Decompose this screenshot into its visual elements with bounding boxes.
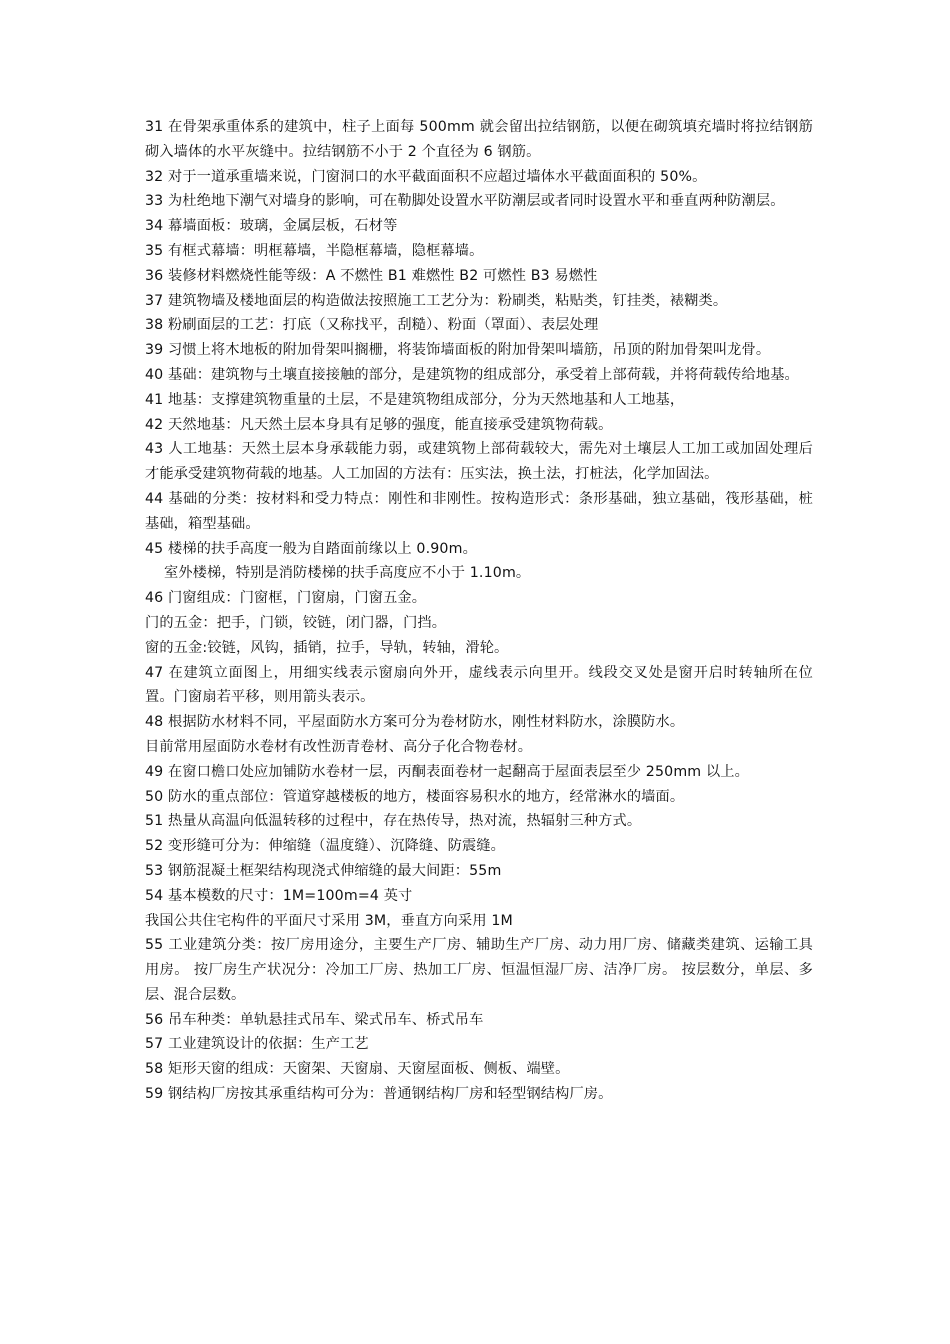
paragraph: 31 在骨架承重体系的建筑中，柱子上面每 500mm 就会留出拉结钢筋，以便在砌筑填充墙时将拉结钢筋砌入墙体的水平灰缝中。拉结钢筋不小于 2 个直径为 6 钢筋。 [145, 119, 813, 160]
paragraph: 44 基础的分类：按材料和受力特点：刚性和非刚性。按构造形式：条形基础，独立基础，筏形基础，桩基础，箱型基础。 [145, 490, 813, 532]
paragraph: 53 钢筋混凝土框架结构现浇式伸缩缝的最大间距：55m [145, 862, 502, 879]
paragraph: 59 钢结构厂房按其承重结构可分为：普通钢结构厂房和轻型钢结构厂房。 [145, 1086, 613, 1103]
paragraph: 55 工业建筑分类：按厂房用途分，主要生产厂房、辅助生产厂房、动力用厂房、储藏类建筑、运输工具用房。 按厂房生产状况分：冷加工厂房、热加工厂房、恒温恒湿厂房、洁净厂房。 按层数分，单层、多层、混合层数。 [145, 937, 813, 1003]
paragraph: 50 防水的重点部位：管道穿越楼板的地方，楼面容易积水的地方，经常淋水的墙面。 [145, 788, 685, 805]
paragraph: 40 基础：建筑物与土壤直接接触的部分，是建筑物的组成部分，承受着上部荷载，并将荷载传给地基。 [145, 366, 799, 383]
paragraph: 室外楼梯，特别是消防楼梯的扶手高度应不小于 1.10m。 [164, 565, 531, 582]
paragraph: 32 对于一道承重墙来说，门窗洞口的水平截面面积不应超过墙体水平截面面积的 50%。 [145, 168, 707, 185]
paragraph: 34 幕墙面板：玻璃，金属层板，石材等 [145, 218, 398, 235]
document-page [145, 115, 813, 1107]
paragraph: 33 为杜绝地下潮气对墙身的影响，可在勒脚处设置水平防潮层或者同时设置水平和垂直两种防潮层。 [145, 193, 785, 210]
paragraph: 54 基本模数的尺寸：1M=100m=4 英寸 [145, 887, 413, 904]
paragraph: 49 在窗口檐口处应加铺防水卷材一层，丙酮表面卷材一起翻高于屋面表层至少 250mm 以上。 [145, 763, 749, 780]
paragraph: 47 在建筑立面图上，用细实线表示窗扇向外开，虚线表示向里开。线段交叉处是窗开启时转轴所在位置。门窗扇若平移，则用箭头表示。 [145, 664, 813, 706]
paragraph: 48 根据防水材料不同，平屋面防水方案可分为卷材防水，刚性材料防水，涂膜防水。 [145, 714, 685, 731]
paragraph: 35 有框式幕墙：明框幕墙，半隐框幕墙，隐框幕墙。 [145, 242, 484, 259]
paragraph: 38 粉刷面层的工艺：打底（又称找平，刮糙）、粉面（罩面）、表层处理 [145, 317, 599, 334]
paragraph: 43 人工地基：天然土层本身承载能力弱，或建筑物上部荷载较大，需先对土壤层人工加工或加固处理后才能承受建筑物荷载的地基。人工加固的方法有：压实法，换土法，打桩法，化学加固法。 [145, 441, 813, 483]
paragraph: 36 装修材料燃烧性能等级：A 不燃性 B1 难燃性 B2 可燃性 B3 易燃性 [145, 267, 598, 284]
paragraph: 39 习惯上将木地板的附加骨架叫搁栅，将装饰墙面板的附加骨架叫墙筋，吊顶的附加骨架叫龙骨。 [145, 342, 771, 359]
paragraph: 目前常用屋面防水卷材有改性沥青卷材、高分子化合物卷材。 [145, 738, 533, 755]
paragraph: 51 热量从高温向低温转移的过程中，存在热传导，热对流，热辐射三种方式。 [145, 813, 642, 830]
paragraph: 46 门窗组成：门窗框，门窗扇，门窗五金。 [145, 590, 427, 607]
paragraph: 窗的五金:铰链，风钩，插销，拉手，导轨，转轴，滑轮。 [145, 639, 509, 656]
paragraph: 41 地基：支撑建筑物重量的土层，不是建筑物组成部分，分为天然地基和人工地基， [145, 391, 685, 408]
paragraph: 45 楼梯的扶手高度一般为自踏面前缘以上 0.90m。 [145, 540, 477, 557]
paragraph: 42 天然地基：凡天然土层本身具有足够的强度，能直接承受建筑物荷载。 [145, 416, 613, 433]
paragraph: 门的五金：把手，门锁，铰链，闭门器，门挡。 [145, 614, 447, 631]
paragraph: 58 矩形天窗的组成：天窗架、天窗扇、天窗屋面板、侧板、端壁。 [145, 1061, 570, 1078]
paragraph: 52 变形缝可分为：伸缩缝（温度缝）、沉降缝、防震缝。 [145, 838, 506, 855]
paragraph: 56 吊车种类：单轨悬挂式吊车、梁式吊车、桥式吊车 [145, 1011, 484, 1028]
paragraph: 37 建筑物墙及楼地面层的构造做法按照施工工艺分为：粉刷类，粘贴类，钉挂类，裱糊类。 [145, 292, 728, 309]
paragraph: 57 工业建筑设计的依据：生产工艺 [145, 1036, 369, 1053]
paragraph: 我国公共住宅构件的平面尺寸采用 3M，垂直方向采用 1M [145, 912, 513, 929]
